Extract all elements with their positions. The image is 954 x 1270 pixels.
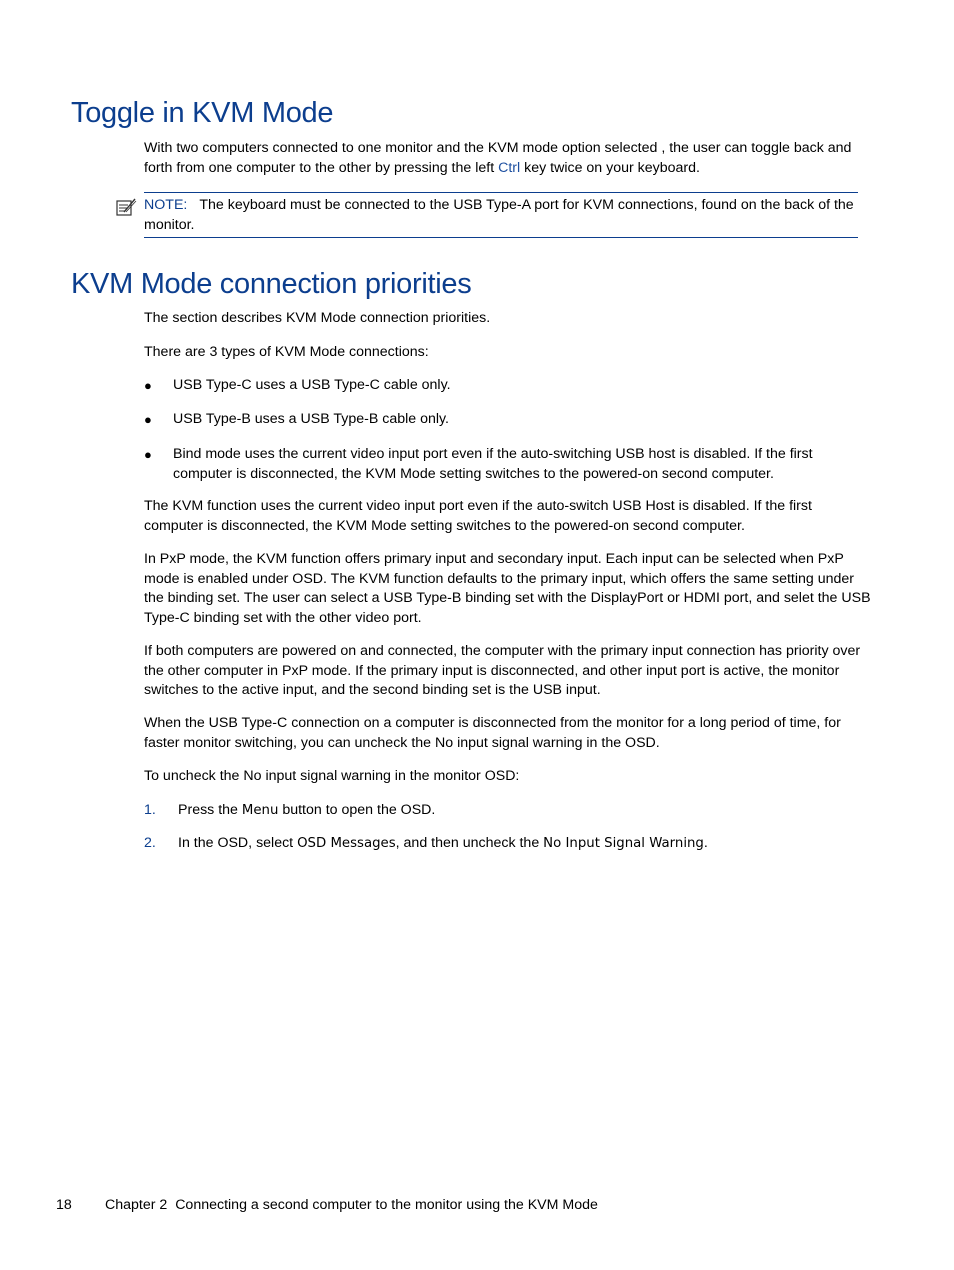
step-number: 2. <box>144 835 156 851</box>
bullet-marker: ● <box>144 447 152 462</box>
step-text: , and then uncheck the <box>395 835 544 851</box>
chapter-footer: Chapter 2 Connecting a second computer to the monitor using the KVM Mode <box>105 1197 598 1213</box>
usbc-paragraph: When the USB Type-C connection on a computer is disconnected from the monitor for a long period of time, for faster monitor switching, you can uncheck the No input signal warning in the OSD. <box>144 715 841 751</box>
step-number: 1. <box>144 802 156 818</box>
step-text: In the OSD, select <box>178 835 298 851</box>
bullet-item: Bind mode uses the current video input port even if the auto-switching USB host is disabled. If the first computer is disconnected, the KVM Mode setting switches to the powered-on second computer. <box>173 446 813 482</box>
toggle-paragraph <box>144 139 872 178</box>
step-text: . <box>703 835 708 851</box>
note-label: NOTE: <box>144 197 188 213</box>
menu-term: Menu <box>241 803 279 818</box>
priorities-intro: The section describes KVM Mode connection priorities. <box>144 310 491 326</box>
bullet-marker: ● <box>144 378 152 393</box>
bullet-marker: ● <box>144 412 152 427</box>
ctrl-key: Ctrl <box>498 159 521 176</box>
step-item <box>178 801 868 821</box>
kvm-function-paragraph: The KVM function uses the current video input port even if the auto-switch USB Host is disabled. If the first computer is disconnected, the KVM Mode setting switches to the powered-on second computer. <box>144 498 812 534</box>
note-text: The keyboard must be connected to the USB Type-A port for KVM connections, found on the back of the monitor. <box>144 197 854 233</box>
note-paragraph <box>144 196 858 235</box>
bullet-item: USB Type-B uses a USB Type-B cable only. <box>173 411 450 427</box>
pxp-paragraph: In PxP mode, the KVM function offers primary input and secondary input. Each input can be selected when PxP mode is enabled under OSD. The KVM function defaults to the primary input, which offers the same setting under the binding set. The user can select a USB Type-B binding set with the DisplayPort or HDMI port, and selet the USB Type-C binding set with the other video port. <box>144 551 871 626</box>
note-box <box>144 192 858 238</box>
step-text: Press the <box>178 802 242 818</box>
types-intro: There are 3 types of KVM Mode connections: <box>144 344 429 360</box>
page-number: 18 <box>56 1197 72 1213</box>
priority-paragraph: If both computers are powered on and connected, the computer with the primary input connection has priority over the other computer in PxP mode. If the primary input is disconnected, and other input port is active, the monitor switches to the active input, and the second binding set is the USB input. <box>144 643 861 698</box>
bullet-item: USB Type-C uses a USB Type-C cable only. <box>173 377 451 393</box>
section-title-toggle: Toggle in KVM Mode <box>71 97 334 129</box>
note-icon <box>115 197 137 217</box>
step-text: button to open the OSD. <box>278 802 436 818</box>
section-title-priorities: KVM Mode connection priorities <box>71 268 472 300</box>
toggle-text-1: With two computers connected to one monitor and the KVM mode option selected , the user can toggle back and forth from one computer to the other by pressing the left <box>144 140 852 176</box>
toggle-text-2: key twice on your keyboard. <box>520 159 700 176</box>
menu-term: OSD Messages <box>297 836 396 851</box>
step-item <box>178 834 868 854</box>
menu-term: No Input Signal Warning <box>543 836 704 851</box>
uncheck-intro: To uncheck the No input signal warning in the monitor OSD: <box>144 768 520 784</box>
